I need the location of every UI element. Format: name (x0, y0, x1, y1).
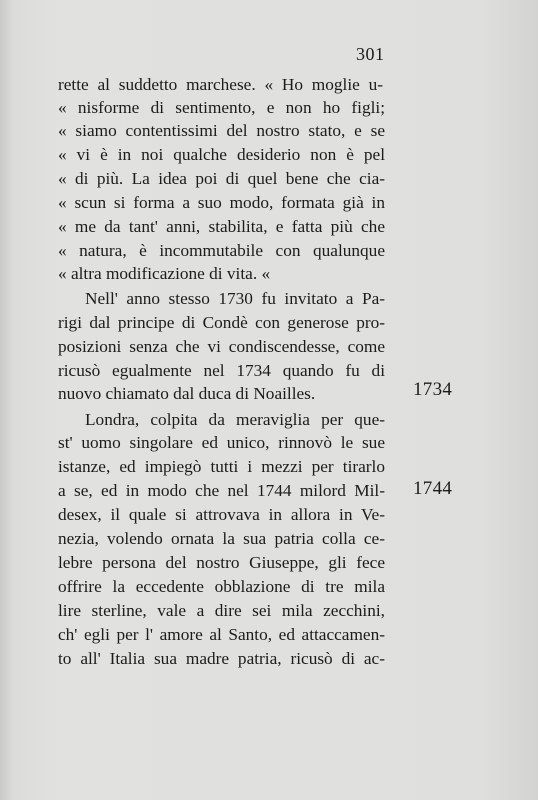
text-line: « siamo contentissimi del nostro stato, e se (58, 121, 385, 140)
text-line: desex, il quale si attrovava in allora in Ve- (58, 505, 385, 524)
text-line: « natura, è incommutabile con qualunque (58, 241, 385, 260)
text-line: Nell' anno stesso 1730 fu invitato a Pa- (85, 289, 385, 308)
text-line: « vi è in noi qualche desiderio non è pel (58, 145, 385, 164)
text-line: st' uomo singolare ed unico, rinnovò le sue (58, 433, 385, 452)
text-line: rigi dal principe di Condè con generose pro- (58, 313, 385, 332)
text-line: istanze, ed impiegò tutti i mezzi per tirarlo (58, 457, 385, 476)
text-line: posizioni senza che vi condiscendesse, come (58, 337, 385, 356)
text-line: « scun si forma a suo modo, formata già in (58, 193, 385, 212)
text-line: lire sterline, vale a dire sei mila zecchini, (58, 601, 385, 620)
text-line: ricusò egualmente nel 1734 quando fu di (58, 361, 385, 380)
text-line: offrire la eccedente obblazione di tre mila (58, 577, 385, 596)
text-line: « nisforme di sentimento, e non ho figli; (58, 98, 385, 117)
text-line: « altra modificazione di vita. « (58, 264, 271, 283)
text-line: Londra, colpita da meraviglia per que- (85, 410, 385, 429)
text-line: ch' egli per l' amore al Santo, ed attaccamen- (58, 625, 385, 644)
text-line: rette al suddetto marchese. « Ho moglie u- (58, 75, 383, 94)
margin-year-note: 1744 (413, 478, 453, 499)
text-line: « di più. La idea poi di quel bene che cia- (58, 169, 385, 188)
margin-year-note: 1734 (413, 379, 453, 400)
text-line: nuovo chiamato dal duca di Noailles. (58, 384, 316, 403)
text-line: « me da tant' anni, stabilita, e fatta più che (58, 217, 385, 236)
text-line: lebre persona del nostro Giuseppe, gli fece (58, 553, 385, 572)
text-line: a se, ed in modo che nel 1744 milord Mil- (58, 481, 385, 500)
text-line: nezia, volendo ornata la sua patria colla ce- (58, 529, 385, 548)
page-number: 301 (356, 44, 385, 64)
text-line: to all' Italia sua madre patria, ricusò di ac- (58, 649, 385, 668)
